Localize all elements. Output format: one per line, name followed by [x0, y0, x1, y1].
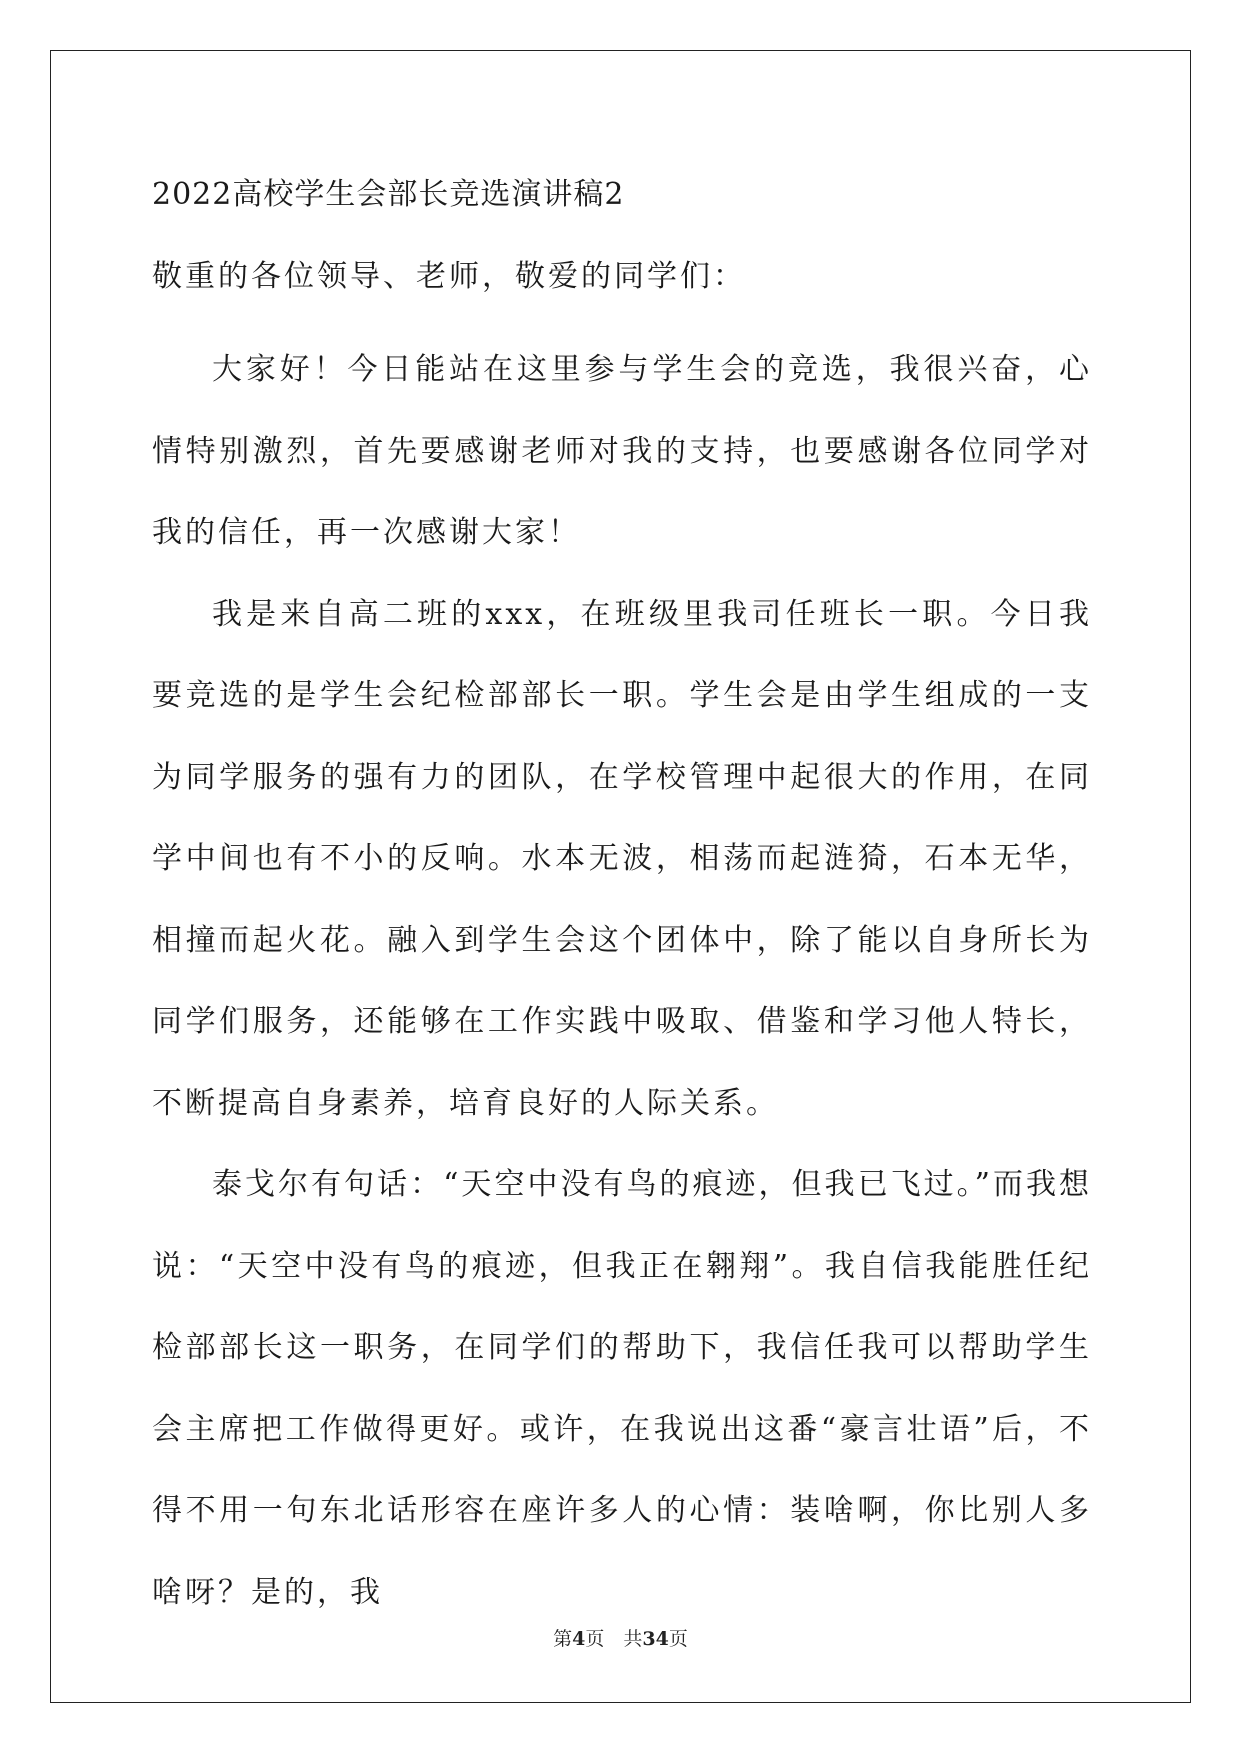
paragraph-2: 我是来自高二班的xxx，在班级里我司任班长一职。今日我要竞选的是学生会纪检部部长一职。学生会是由学生组成的一支为同学服务的强有力的团队，在学校管理中起很大的作用，在同学中间也有不小的反响。水本无波，相荡而起涟猗，石本无华，相撞而起火花。融入到学生会这个团体中，除了能以自身所长为同学们服务，还能够在工作实践中吸取、借鉴和学习他人特长，不断提高自身素养，培育良好的人际关系。	[152, 596, 1092, 1121]
document-title: 2022高校学生会部长竞选演讲稿2	[152, 177, 625, 212]
salutation: 敬重的各位领导、老师，敬爱的同学们：	[152, 259, 746, 294]
page-prefix: 第	[553, 1628, 573, 1650]
page-footer	[0, 1624, 1241, 1651]
page-current: 4	[572, 1628, 586, 1650]
page-suffix: 页	[668, 1628, 688, 1650]
paragraph-1: 大家好！今日能站在这里参与学生会的竞选，我很兴奋，心情特别激烈，首先要感谢老师对我的支持，也要感谢各位同学对我的信任，再一次感谢大家！	[152, 352, 1092, 550]
page-total: 34	[642, 1628, 669, 1650]
page-mid: 页 共	[585, 1628, 643, 1650]
paragraph-3: 泰戈尔有句话：“天空中没有鸟的痕迹，但我已飞过。”而我想说：“天空中没有鸟的痕迹，但我正在翱翔”。我自信我能胜任纪检部部长这一职务，在同学们的帮助下，我信任我可以帮助学生会主席把工作做得更好。或许，在我说出这番“豪言壮语”后，不得不用一句东北话形容在座许多人的心情：装啥啊，你比别人多啥呀？是的，我	[152, 1167, 1092, 1610]
document-body	[152, 165, 1092, 1633]
